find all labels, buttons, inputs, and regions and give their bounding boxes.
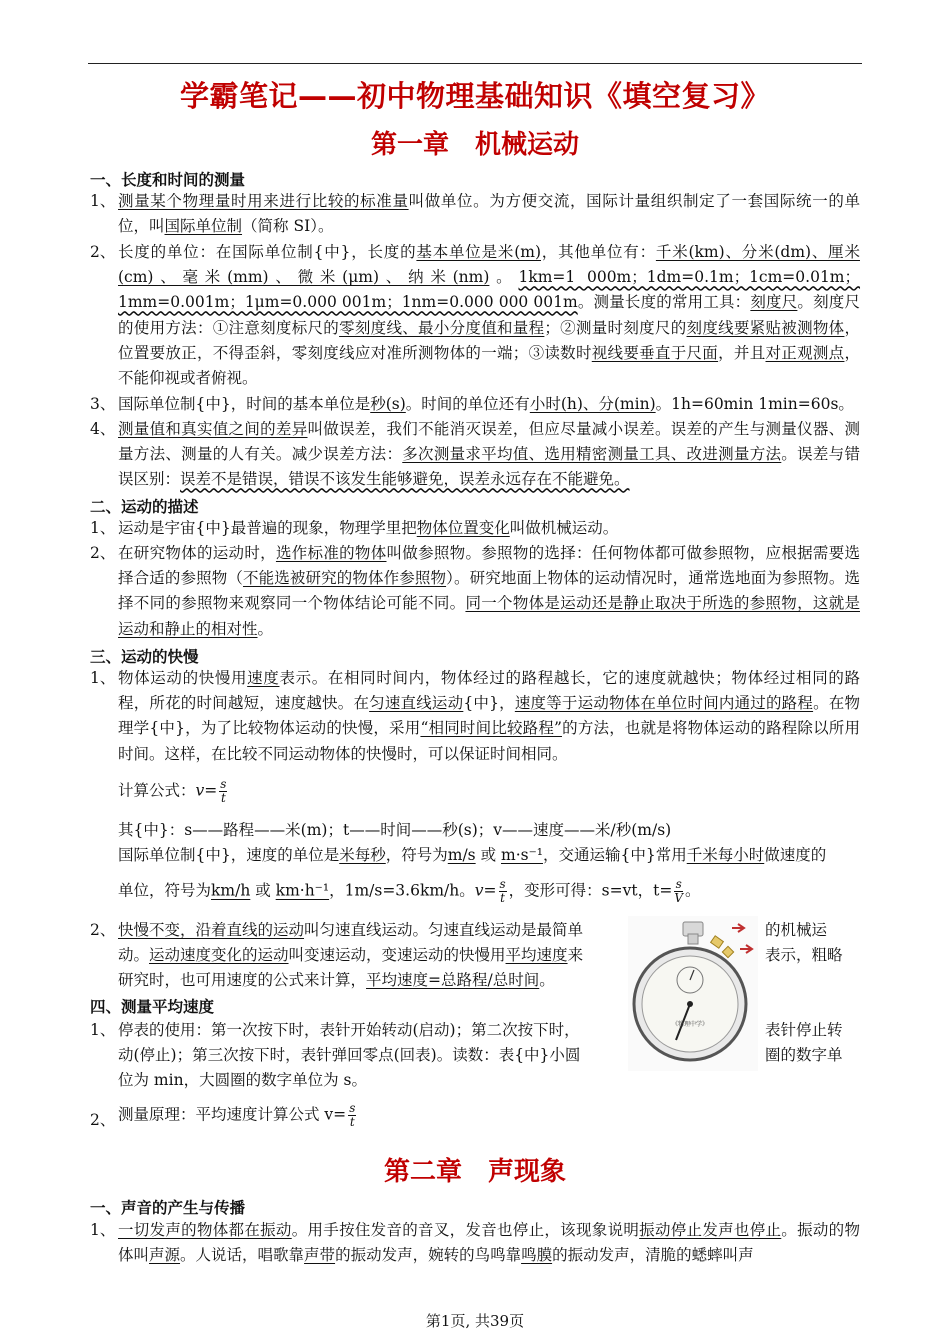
blank-answer: 千米每小时 — [686, 846, 765, 864]
chapter-2-title: 第二章 声现象 — [383, 1157, 566, 1187]
blank-answer: m/s — [447, 846, 476, 864]
item-number: 4、 — [90, 420, 116, 438]
section-heading-length-time: 一、长度和时间的测量 — [90, 171, 246, 189]
blank-answer: 物体位置变化 — [416, 519, 510, 537]
item-number: 2、 — [90, 921, 116, 939]
blank-answer: 多次测量求平均值、选用精密测量工具、改进测量方法 — [402, 445, 782, 464]
item-number: 3、 — [90, 395, 116, 413]
blank-answer: 声源 — [149, 1246, 181, 1265]
blank-answer: 快慢不变，沿着直线的运动 — [118, 921, 305, 939]
page-footer: 第1页, 共39页 — [425, 1312, 525, 1330]
blank-answer: 平均速度 — [505, 946, 568, 965]
time-fraction: $\frac{s}{V}$ — [674, 877, 683, 905]
blank-answer: 测量值和真实值之间的差异 — [118, 420, 308, 438]
item-number: 1、 — [90, 1221, 116, 1239]
blank-answer: 对正观测点 — [765, 343, 845, 362]
paragraph-6: 2、 在研究物体的运动时，选作标准的物体叫做参照物。参照物的选择：任何物体都可做参照物，应根据需要选择合适的参照物（不能选被研究的物体作参照物）。研究地面上物体的运动情况时，通常选地面为参照物。选择不同的参照物来观察同一个物体结论可能不同。同一个物体是运动还是静止取决于所选的参照物，这就是运动和静止的相对性。 — [90, 541, 860, 642]
blank-answer: 视线要垂直于尺面 — [591, 343, 719, 362]
blank-answer: 选作标准的物体 — [275, 544, 387, 562]
chapter-1-title: 第一章 机械运动 — [370, 130, 579, 160]
paragraph-8-right: 的机械运 表示，粗略 — [765, 921, 843, 965]
blank-answer: 基本单位是米(m) — [416, 243, 541, 261]
paragraph-8: 2、 快慢不变，沿着直线的运动叫匀速直线运动。匀速直线运动是最简单 动。运动速度变化的运动叫变速运动，变速运动的快慢用平均速度来 研究时，也可用速度的公式来计算，平均速度=总路程/总时间。 — [90, 918, 860, 994]
wavy-answer: 1km=1 000m；1dm=0.1m；1cm=0.01m；1mm=0.001m；1μm=0.000 001m；1nm=0.000 000 001m — [118, 268, 861, 312]
stopwatch-caption: 《物理中学》 — [671, 1021, 709, 1028]
paragraph-2: 2、 长度的单位：在国际单位制{中}，长度的基本单位是米(m)，其他单位有：千米(km)、分米(dm)、厘米(cm)、毫米(mm)、微米(μm)、纳米(nm)。1km=1 000m；1dm=0.1m；1cm=0.01m；1mm=0.001m；1μm=0.000 001m；1nm=0.000 000 001m。测量长度的常用工具：刻度尺。刻度尺的使用方法：①注意刻度标尺的零刻度线、最小分度值和量程；②测量时刻度尺的刻度线要紧贴被测物体，位置要放正，不得歪斜，零刻度线应对准所测物体的一端；③读数时视线要垂直于尺面，并且对正观测点，不能仰视或者俯视。 — [90, 240, 860, 391]
formula-line: 计算公式：v= $\frac{s}{t}$ — [118, 777, 227, 805]
blank-answer: 一切发声的物体都在振动 — [118, 1221, 292, 1239]
paragraph-9-right: 表针停止转 圈的数字单 — [765, 1021, 843, 1065]
blank-answer: 米每秒 — [339, 846, 386, 864]
top-rule — [88, 63, 862, 64]
item-number: 2、 — [90, 544, 116, 562]
speed-units-line: 国际单位制{中}，速度的单位是米每秒，符号为m/s 或 m·s⁻¹，交通运输{中}常用千米每小时做速度的 — [118, 846, 827, 864]
item-number: 1、 — [90, 1021, 116, 1039]
speed-conversion-line: 单位，符号为km/h 或 km·h⁻¹，1m/s=3.6km/h。v= $\frac{s}{t}$ ，变形可得：s=vt，t= $\frac{s}{V}$ 。 — [118, 877, 701, 905]
blank-answer: 刻度线要紧贴被测物体 — [686, 318, 845, 337]
section-heading-sound: 一、声音的产生与传播 — [90, 1199, 246, 1217]
stopwatch-image — [628, 916, 758, 1071]
section-heading-average-speed: 四、测量平均速度 — [90, 998, 215, 1016]
paragraph-1: 1、 测量某个物理量时用来进行比较的标准量叫做单位。为方便交流，国际计量组织制定了一套国际统一的单位，叫国际单位制（简称 SI）。 — [90, 189, 860, 239]
item-number: 1、 — [90, 192, 116, 210]
blank-answer: 速度等于运动物体在单位时间内通过的路程 — [514, 694, 814, 713]
blank-answer: 运动速度变化的运动 — [149, 946, 289, 965]
blank-answer: 千米(km)、分米(dm)、厘米(cm)、毫米(mm)、微米(μm)、纳米(nm) — [118, 243, 860, 287]
blank-answer: km·h⁻¹ — [275, 881, 330, 900]
paragraph-10: 2、 测量原理：平均速度计算公式 v= $\frac{s}{t}$ — [90, 1102, 860, 1129]
blank-answer: 匀速直线运动 — [369, 694, 464, 713]
paragraph-3: 3、 国际单位制{中}，时间的基本单位是秒(s)。时间的单位还有小时(h)、分(min)。1h=60min 1min=60s。 — [90, 392, 860, 417]
blank-answer: 平均速度=总路程/总时间 — [366, 971, 540, 990]
paragraph-4: 4、 测量值和真实值之间的差异叫做误差，我们不能消灭误差，但应尽量减小误差。误差的产生与测量仪器、测量方法、测量的人有关。减少误差方法：多次测量求平均值、选用精密测量工具、改进测量方法。误差与错误区别：误差不是错误，错误不该发生能够避免，误差永远存在不能避免。 — [90, 417, 860, 493]
blank-answer: 速度 — [247, 669, 280, 687]
item-number: 2、 — [90, 1111, 116, 1129]
blank-answer: 鸣膜 — [521, 1246, 553, 1265]
blank-answer: 国际单位制 — [164, 217, 243, 236]
blank-answer: 测量某个物理量时用来进行比较的标准量 — [118, 192, 409, 210]
paragraph-7: 1、 物体运动的快慢用速度表示。在相同时间内，物体经过的路程越长，它的速度就越快；物体经过相同的路程，所花的时间越短，速度越快。在匀速直线运动{中}，速度等于运动物体在单位时间内通过的路程。在物理学{中}，为了比较物体运动的快慢，采用“相同时间比较路程”的方法，也就是将物体运动的路程除以所用时间。这样，在比较不同运动物体的快慢时，可以保证时间相同。 — [90, 666, 860, 767]
paragraph-5: 1、 运动是宇宙{中}最普遍的现象，物理学里把物体位置变化叫做机械运动。 — [90, 516, 860, 541]
blank-answer: 小时(h)、分(min) — [529, 395, 656, 413]
document-title: 学霸笔记——初中物理基础知识《填空复习》 — [179, 79, 770, 113]
speed-fraction: $\frac{s}{t}$ — [499, 877, 506, 905]
paragraph-11: 1、 一切发声的物体都在振动。用手按住发音的音叉，发音也停止，该现象说明振动停止发声也停止。振动的物体叫声源。人说话，唱歌靠声带的振动发声，婉转的鸟鸣靠鸣膜的振动发声，清脆的蟋蟀叫声 — [90, 1218, 860, 1268]
blank-answer: m·s⁻¹ — [501, 846, 543, 864]
speed-fraction: $\frac{s}{t}$ — [220, 777, 227, 805]
section-heading-speed: 三、运动的快慢 — [90, 648, 199, 666]
paragraph-9: 1、 停表的使用：第一次按下时，表针开始转动(启动)；第二次按下时， 动(停止)；第三次按下时，表针弹回零点(回表)。读数：表{中}小圆 位为 min，大圆圈的数字单位为 s。 — [90, 1018, 860, 1094]
item-number: 1、 — [90, 519, 116, 537]
blank-answer: 零刻度线、最小分度值和量程 — [339, 318, 545, 337]
blank-answer: km/h — [211, 881, 251, 900]
blank-answer: 刻度尺 — [750, 293, 798, 312]
blank-answer: 同一个物体是运动还是静止取决于所选的参照物，这就是运动和静止的相对性 — [118, 594, 860, 638]
blank-answer: 振动停止发声也停止 — [639, 1221, 782, 1239]
item-number: 2、 — [90, 243, 116, 261]
formula-legend: 其{中}：s——路程——米(m)；t——时间——秒(s)；v——速度——米/秒(m/s) — [118, 821, 672, 839]
blank-answer: 声带 — [304, 1246, 336, 1265]
wavy-answer: 误差不是错误，错误不该发生能够避免，误差永远存在不能避免。 — [180, 470, 630, 489]
blank-answer: “相同时间比较路程” — [420, 719, 562, 738]
blank-answer: 秒(s) — [370, 395, 406, 413]
item-number: 1、 — [90, 669, 116, 687]
speed-fraction: $\frac{s}{t}$ — [349, 1101, 356, 1129]
section-heading-motion: 二、运动的描述 — [90, 498, 199, 516]
blank-answer: 不能选被研究的物体作参照物 — [242, 569, 447, 588]
